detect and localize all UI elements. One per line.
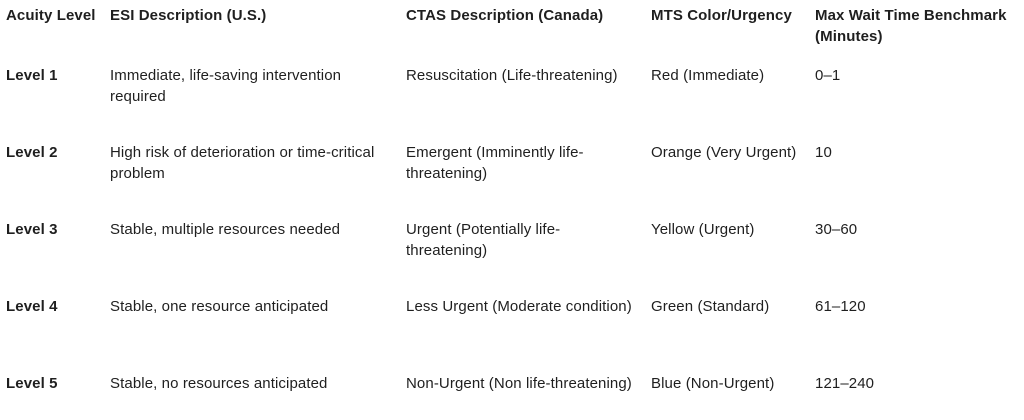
table-cell-mts: Blue (Non-Urgent) xyxy=(651,375,775,392)
table-cell-mts: Red (Immediate) xyxy=(651,67,765,84)
table-row-level-label: Level 2 xyxy=(6,144,58,161)
table-row-level-label: Level 1 xyxy=(6,67,58,84)
header-esi-description: ESI Description (U.S.) xyxy=(110,7,267,24)
table-cell-mts: Green (Standard) xyxy=(651,298,770,315)
header-mts-color: MTS Color/Urgency xyxy=(651,7,792,24)
table-row-level-label: Level 4 xyxy=(6,298,58,315)
table-cell-wait-time: 121–240 xyxy=(815,375,875,392)
table-cell-ctas: Emergent (Imminently life-threatening) xyxy=(406,144,584,182)
table-cell-ctas: Non-Urgent (Non life-threatening) xyxy=(406,375,632,392)
table-cell-ctas: Resuscitation (Life-threatening) xyxy=(406,67,618,84)
table-cell-ctas: Urgent (Potentially life-threatening) xyxy=(406,221,561,259)
table-cell-mts: Orange (Very Urgent) xyxy=(651,144,797,161)
table-cell-esi: Stable, one resource anticipated xyxy=(110,298,329,315)
table-cell-esi: High risk of deterioration or time-critical problem xyxy=(110,144,375,182)
table-row-level-label: Level 5 xyxy=(6,375,58,392)
table-cell-wait-time: 30–60 xyxy=(815,221,858,238)
header-acuity-level: Acuity Level xyxy=(6,7,96,24)
header-ctas-description: CTAS Description (Canada) xyxy=(406,7,604,24)
table-cell-wait-time: 0–1 xyxy=(815,67,841,84)
table-cell-wait-time: 61–120 xyxy=(815,298,866,315)
table-cell-ctas: Less Urgent (Moderate condition) xyxy=(406,298,632,315)
header-max-wait-time: Max Wait Time Benchmark (Minutes) xyxy=(815,7,1007,45)
table-cell-wait-time: 10 xyxy=(815,144,832,161)
table-cell-esi: Stable, multiple resources needed xyxy=(110,221,341,238)
table-cell-mts: Yellow (Urgent) xyxy=(651,221,755,238)
table-row-level-label: Level 3 xyxy=(6,221,58,238)
table-cell-esi: Stable, no resources anticipated xyxy=(110,375,328,392)
table-cell-esi: Immediate, life-saving intervention required xyxy=(110,67,342,105)
